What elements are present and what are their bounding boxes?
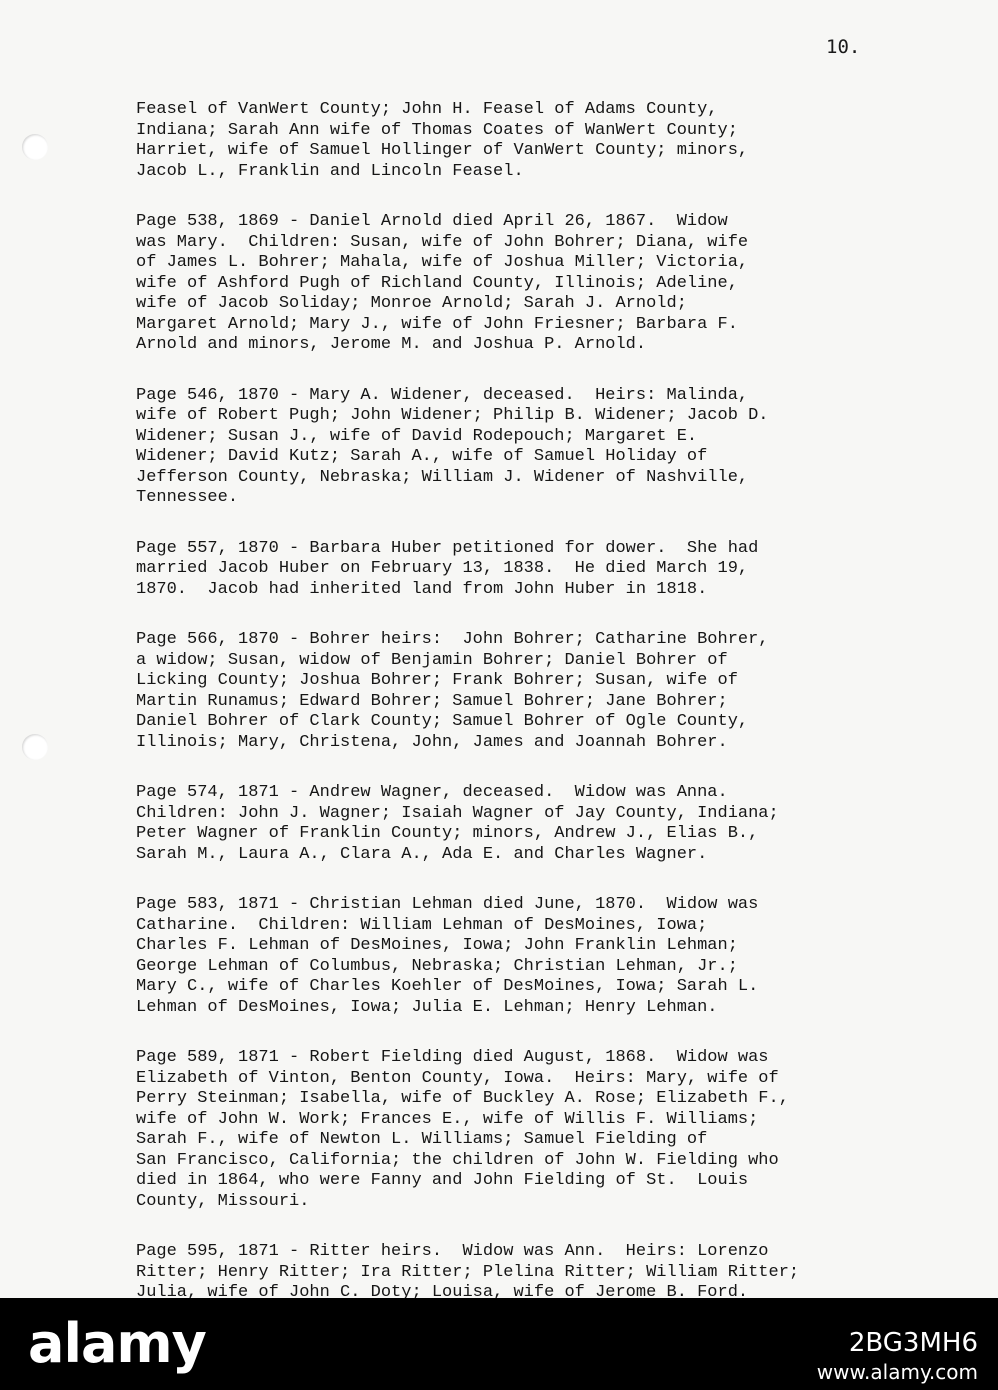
entry-line: of James L. Bohrer; Mahala, wife of Joshua Miller; Victoria, — [136, 253, 749, 272]
entry-line: Julia, wife of John C. Doty; Louisa, wife of Jerome B. Ford. — [136, 1283, 749, 1298]
entry-line: Charles F. Lehman of DesMoines, Iowa; John Franklin Lehman; — [136, 936, 738, 955]
entry-line: Perry Steinman; Isabella, wife of Buckley A. Rose; Elizabeth F., — [136, 1089, 789, 1108]
entry-line: George Lehman of Columbus, Nebraska; Christian Lehman, Jr.; — [136, 956, 738, 976]
entry-line: Page 589, 1871 - Robert Fielding died August, 1868. Widow was — [136, 1048, 769, 1067]
entry-line: Widener; David Kutz; Sarah A., wife of Samuel Holiday of — [136, 447, 708, 466]
entry-line: Ritter; Henry Ritter; Ira Ritter; Plelina Ritter; William Ritter; — [136, 1262, 800, 1282]
entry-line: Catharine. Children: William Lehman of DesMoines, Iowa; — [136, 915, 708, 935]
entry-line: Peter Wagner of Franklin County; minors, Andrew J., Elias B., — [136, 824, 759, 843]
entry-line: was Mary. Children: Susan, wife of John Bohrer; Diana, wife — [136, 232, 749, 252]
entry-line: Elizabeth of Vinton, Benton County, Iowa. Heirs: Mary, wife of — [136, 1068, 779, 1088]
entry-line: Sarah F., wife of Newton L. Williams; Samuel Fielding of — [136, 1130, 708, 1149]
entry-line: Harriet, wife of Samuel Hollinger of VanWert County; minors, — [136, 141, 749, 160]
page-number: 10. — [826, 36, 861, 58]
entry-line: Page 566, 1870 - Bohrer heirs: John Bohrer; Catharine Bohrer, — [136, 630, 769, 649]
entry-line: Page 595, 1871 - Ritter heirs. Widow was Ann. Heirs: Lorenzo — [136, 1242, 769, 1261]
watermark-url: www.alamy.com — [816, 1360, 978, 1384]
entry-line: a widow; Susan, widow of Benjamin Bohrer; Daniel Bohrer of — [136, 650, 728, 670]
punch-hole-top — [22, 134, 48, 160]
entry-line: Jacob L., Franklin and Lincoln Feasel. — [136, 161, 524, 181]
entry-line: Feasel of VanWert County; John H. Feasel of Adams County, — [136, 100, 718, 119]
watermark-bar — [0, 1298, 998, 1390]
entry-line: wife of Ashford Pugh of Richland County, Illinois; Adeline, — [136, 273, 738, 293]
entry-line: Page 583, 1871 - Christian Lehman died June, 1870. Widow was — [136, 895, 759, 914]
entry-line: Sarah M., Laura A., Clara A., Ada E. and Charles Wagner. — [136, 844, 708, 864]
entry-paragraph — [136, 539, 916, 601]
entry-paragraph — [136, 1242, 916, 1298]
watermark-logo: alamy — [28, 1312, 206, 1375]
entry-line: Tennessee. — [136, 488, 239, 507]
entry-paragraph — [136, 895, 916, 1018]
entry-line: Mary C., wife of Charles Koehler of DesMoines, Iowa; Sarah L. — [136, 977, 759, 996]
entry-line: Widener; Susan J., wife of David Rodepouch; Margaret E. — [136, 426, 698, 446]
entry-line: Page 557, 1870 - Barbara Huber petitioned for dower. She had — [136, 538, 759, 558]
entry-line: married Jacob Huber on February 13, 1838. He died March 19, — [136, 559, 749, 578]
entry-line: Illinois; Mary, Christena, John, James and Joannah Bohrer. — [136, 732, 728, 752]
probate-entries — [136, 100, 916, 1298]
entry-line: Jefferson County, Nebraska; William J. Widener of Nashville, — [136, 467, 749, 487]
entry-line: Licking County; Joshua Bohrer; Frank Bohrer; Susan, wife of — [136, 671, 738, 690]
punch-hole-bottom — [22, 734, 48, 760]
entry-paragraph — [136, 100, 916, 182]
entry-paragraph — [136, 783, 916, 865]
entry-paragraph — [136, 630, 916, 753]
entry-paragraph — [136, 212, 916, 356]
entry-line: Page 538, 1869 - Daniel Arnold died April 26, 1867. Widow — [136, 212, 728, 231]
entry-line: Daniel Bohrer of Clark County; Samuel Bohrer of Ogle County, — [136, 712, 749, 731]
entry-line: Indiana; Sarah Ann wife of Thomas Coates of WanWert County; — [136, 120, 738, 140]
entry-line: wife of Robert Pugh; John Widener; Philip B. Widener; Jacob D. — [136, 406, 769, 425]
watermark-image-code: 2BG3MH6 — [848, 1328, 978, 1358]
entry-line: Martin Runamus; Edward Bohrer; Samuel Bohrer; Jane Bohrer; — [136, 691, 728, 711]
entry-line: Children: John J. Wagner; Isaiah Wagner of Jay County, Indiana; — [136, 803, 779, 823]
entry-line: Lehman of DesMoines, Iowa; Julia E. Lehman; Henry Lehman. — [136, 997, 718, 1017]
entry-line: died in 1864, who were Fanny and John Fielding of St. Louis — [136, 1171, 749, 1190]
entry-line: Page 546, 1870 - Mary A. Widener, deceased. Heirs: Malinda, — [136, 385, 749, 405]
entry-line: County, Missouri. — [136, 1191, 310, 1211]
entry-line: wife of Jacob Soliday; Monroe Arnold; Sarah J. Arnold; — [136, 294, 687, 313]
entry-line: Page 574, 1871 - Andrew Wagner, deceased. Widow was Anna. — [136, 783, 728, 802]
entry-line: 1870. Jacob had inherited land from John Huber in 1818. — [136, 579, 708, 599]
entry-line: wife of John W. Work; Frances E., wife of Willis F. Williams; — [136, 1109, 759, 1129]
entry-line: Margaret Arnold; Mary J., wife of John Friesner; Barbara F. — [136, 314, 738, 334]
entry-line: Arnold and minors, Jerome M. and Joshua P. Arnold. — [136, 335, 647, 354]
entry-paragraph — [136, 386, 916, 509]
entry-paragraph — [136, 1048, 916, 1212]
entry-line: San Francisco, California; the children of John W. Fielding who — [136, 1150, 779, 1170]
